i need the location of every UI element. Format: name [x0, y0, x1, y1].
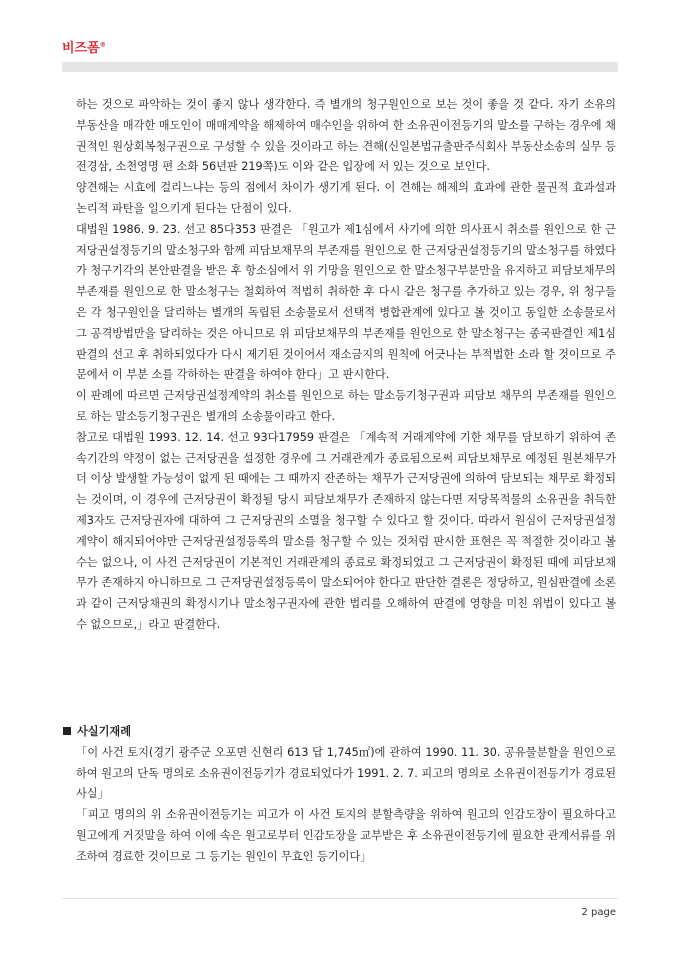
fact-statement-section: [63, 722, 616, 868]
section-paragraph: 「이 사건 토지(경기 광주군 오포면 신현리 613 답 1,745㎡)에 관하여 1990. 11. 30. 공유물분할을 원인으로 하여 원고의 단독 명의로 소유권이전등기가 경료되었다가 1991. 2. 7. 피고의 명의로 소유권이전등기가 경료된 사실」: [76, 745, 616, 801]
header-divider-bar: [62, 62, 618, 72]
body-paragraph: 이 판례에 따르면 근저당권설정계약의 취소를 원인으로 하는 말소등기청구권과 피담보 채무의 부존재를 원인으로 하는 말소등기청구권은 별개의 소송물이라고 한다.: [76, 389, 616, 423]
section-heading: [63, 722, 616, 743]
body-paragraph: 대법원 1986. 9. 23. 선고 85다353 판결은 「원고가 제1심에서 사기에 의한 의사표시 취소를 원인으로 한 근저당권설정등기의 말소청구와 함께 피담보채무의 부존재를 원인으로 한 근저당권설정등기의 말소청구를 하였다가 청구기각의 본안판결을 받은 후 항소심에서 위 기망을 원인으로 한 말소청구부분만을 유지하고 피담보채무의 부존재를 원인으로 한 말소청구는 철회하여 적법히 취하한 후 다시 같은 청구를 추가하고 있는 경우, 위 청구들은 각 청구원인을 달리하는 별개의 독립된 소송물로서 선택적 병합관계에 있다고 볼 것이고 동일한 소송물로서 그 공격방법만을 달리하는 것은 아니므로 위 피담보채무의 부존재를 원인으로 한 말소청구는 종국판결인 제1심 판결의 선고 후 취하되었다가 다시 제기된 것이어서 재소금지의 원칙에 어긋나는 부적법한 소라 할 것이므로 주문에서 이 부분 소를 각하하는 판결을 하여야 한다」고 판시한다.: [76, 222, 616, 382]
body-paragraph: 하는 것으로 파악하는 것이 좋지 않나 생각한다. 즉 별개의 청구원인으로 보는 것이 좋을 것 같다. 자기 소유의 부동산을 매각한 매도인이 매매계약을 해제하여 매수인을 위하여 한 소유권이전등기의 말소를 구하는 경우에 채권적인 원상회복청구권으로 구성할 수 있을 것이라고 하는 견해(신일본법규출판주식회사 부동산소송의 실무 등전경삼, 소천영명 편 소화 56년판 219쪽)도 이와 같은 입장에 서 있는 것으로 보인다.: [76, 98, 616, 174]
body-paragraph: 참고로 대법원 1993. 12. 14. 선고 93다17959 판결은 「계속적 거래계약에 기한 채무를 담보하기 위하여 존속기간의 약정이 없는 근저당권을 설정한 경우에 그 거래관계가 종료됨으로써 피담보채무로 예정된 원본채무가 더 이상 발생할 가능성이 없게 된 때에는 그 때까지 잔존하는 채무가 근저당권에 의하여 담보되는 채무로 확정되는 것이며, 이 경우에 근저당권이 확정될 당시 피담보채무가 존재하지 않는다면 저당목적물의 소유권을 취득한 제3자도 근저당권자에 대하여 그 근저당권의 소멸을 청구할 수 있다고 할 것이다. 따라서 원심이 근저당권설정계약이 해지되어야만 근저당권설정등록의 말소를 청구할 수 있는 것처럼 판시한 표현은 꼭 적절한 것이라고 볼 수는 없으나, 이 사건 근저당권이 기본적인 거래관계의 종료로 확정되었고 그 근저당권이 확정된 때에 피담보채무가 존재하지 아니하므로 그 근저당권설정등록이 말소되어야 한다고 판단한 결론은 정당하고, 원심판결에 소론과 같이 근저당채권의 확정시기나 말소청구권자에 관한 법리를 오해하여 판결에 영향을 미친 위법이 있다고 볼 수 없으므로,」라고 판결한다.: [76, 430, 617, 631]
registered-mark: ®: [99, 41, 106, 49]
section-title-text: 사실기재례: [77, 725, 132, 738]
body-paragraph: 양견해는 시효에 걸리느냐는 등의 점에서 차이가 생기게 된다. 이 견해는 해제의 효과에 관한 물권적 효과설과 논리적 파탄을 일으키게 된다는 단점이 있다.: [76, 181, 616, 215]
footer-divider: [62, 898, 618, 899]
section-paragraph: 「피고 명의의 위 소유권이전등기는 피고가 이 사건 토지의 분할측량을 위하여 원고의 인감도장이 필요하다고 원고에게 거짓말을 하여 이에 속은 원고로부터 인감도장을 교부받은 후 소유권이전등기에 필요한 관계서류를 위조하여 경료한 것이므로 그 등기는 원인이 무효인 등기이다」: [76, 808, 616, 863]
document-body: [76, 95, 616, 636]
page-header: [0, 0, 680, 72]
bizform-logo: [62, 37, 106, 56]
page-number: 2 page: [581, 907, 616, 918]
section-body: [63, 743, 616, 868]
black-square-bullet-icon: [63, 727, 71, 735]
logo-text: 비즈폼: [62, 41, 100, 56]
